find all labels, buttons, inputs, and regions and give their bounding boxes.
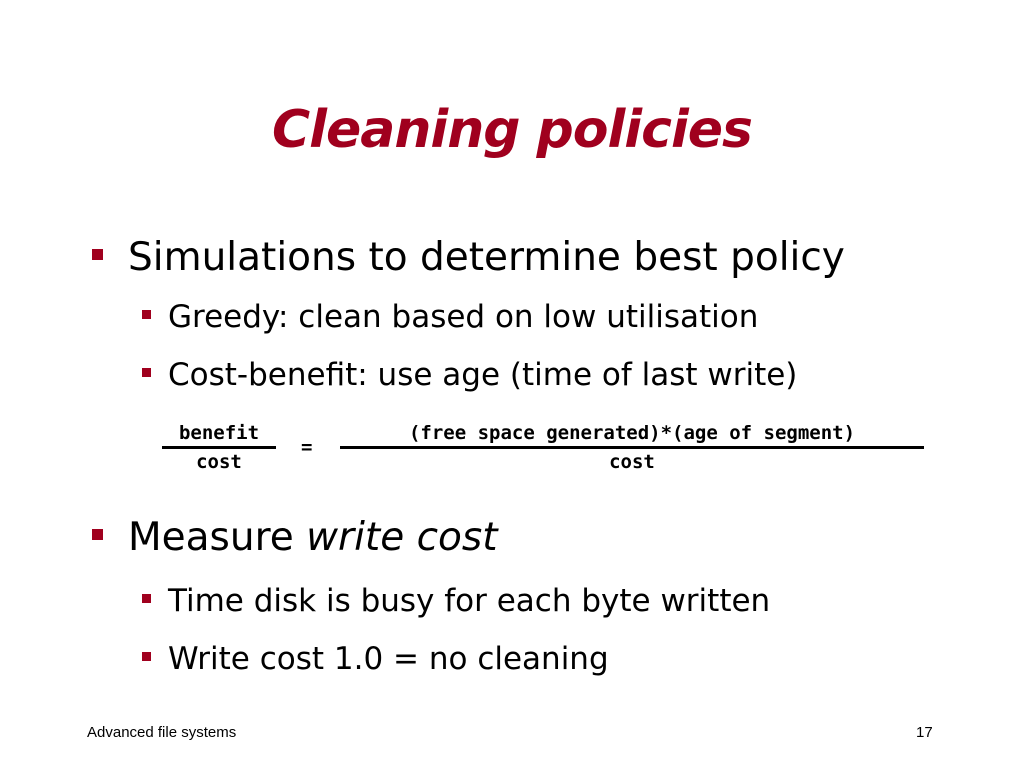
square-bullet-icon: [92, 529, 103, 540]
square-bullet-icon: [142, 368, 151, 377]
square-bullet-icon: [142, 310, 151, 319]
rhs-fraction: [340, 422, 924, 473]
bullet-item: [92, 234, 845, 282]
sub-bullet-text: Write cost 1.0 = no cleaning: [168, 641, 609, 677]
slide-title: Cleaning policies: [272, 100, 752, 160]
rhs-denominator: cost: [609, 451, 655, 473]
lhs-numerator: benefit: [178, 422, 260, 444]
sub-bullet-item: [142, 640, 609, 678]
fraction-bar: [340, 446, 924, 449]
sub-bullet-item: [142, 356, 797, 394]
bullet-item: [92, 514, 498, 562]
lhs-denominator: cost: [196, 451, 242, 473]
sub-bullet-text: Cost-benefit: use age (time of last write): [168, 357, 798, 393]
sub-bullet-text: Time disk is busy for each byte written: [168, 583, 771, 619]
bullet-text: Simulations to determine best policy: [128, 235, 845, 280]
sub-bullet-item: [142, 582, 770, 620]
square-bullet-icon: [142, 652, 151, 661]
square-bullet-icon: [142, 594, 151, 603]
sub-bullet-text: Greedy: clean based on low utilisation: [168, 299, 759, 335]
page-number: 17: [916, 724, 933, 741]
footer-title: Advanced file systems: [87, 724, 237, 741]
bullet-text: [128, 514, 498, 562]
bullet-text-emphasis: write cost: [306, 515, 498, 560]
lhs-fraction: [162, 422, 276, 473]
fraction-bar: [162, 446, 276, 449]
rhs-numerator: (free space generated)*(age of segment): [408, 422, 856, 444]
bullet-text-plain: Measure: [128, 515, 307, 560]
equals-sign: =: [301, 436, 313, 458]
sub-bullet-item: [142, 298, 758, 336]
square-bullet-icon: [92, 249, 103, 260]
